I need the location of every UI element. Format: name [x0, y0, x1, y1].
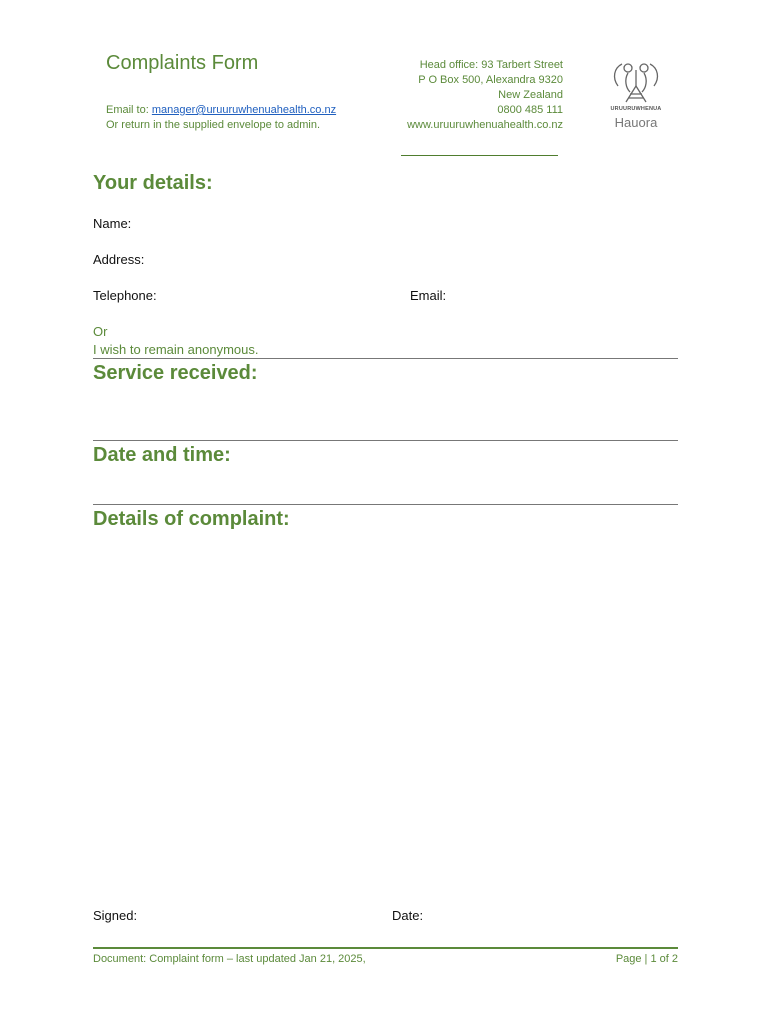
anonymous-option[interactable]: I wish to remain anonymous.: [93, 342, 259, 357]
footer-page-number: Page | 1 of 2: [615, 953, 678, 965]
your-details-heading: Your details:: [93, 172, 213, 194]
signed-label: Signed:: [93, 908, 138, 923]
email-prefix: Email to:: [106, 104, 152, 116]
date-time-heading: Date and time:: [93, 444, 231, 466]
form-title: Complaints Form: [106, 52, 259, 74]
name-label: Name:: [93, 216, 132, 231]
office-line: New Zealand: [498, 89, 563, 101]
complaint-details-heading: Details of complaint:: [93, 508, 290, 530]
email-instruction: [106, 104, 336, 116]
email-link[interactable]: manager@uruuruwhenuahealth.co.nz: [151, 104, 337, 116]
office-line: 0800 485 111: [497, 104, 563, 116]
office-divider: [401, 155, 558, 156]
section-divider: [93, 440, 678, 441]
office-website: www.uruuruwhenuahealth.co.nz: [407, 119, 563, 131]
logo-text-large: Hauora: [614, 115, 658, 130]
service-received-heading: Service received:: [93, 362, 258, 384]
office-line: P O Box 500, Alexandra 9320: [418, 74, 563, 86]
office-line: Head office: 93 Tarbert Street: [419, 59, 563, 71]
office-address: [407, 58, 563, 133]
footer-divider: [93, 947, 678, 949]
logo-text-small: URUURUWHENUA: [610, 106, 662, 112]
email-label: Email:: [410, 288, 447, 303]
telephone-label: Telephone:: [93, 288, 157, 303]
date-label: Date:: [392, 908, 424, 923]
return-note: Or return in the supplied envelope to admin.: [106, 119, 321, 131]
section-divider: [93, 504, 678, 505]
or-text: Or: [93, 324, 108, 339]
footer-document-info: Document: Complaint form – last updated Jan 21, 2025,: [93, 953, 366, 965]
section-divider: [93, 358, 678, 359]
address-label: Address:: [93, 252, 145, 267]
